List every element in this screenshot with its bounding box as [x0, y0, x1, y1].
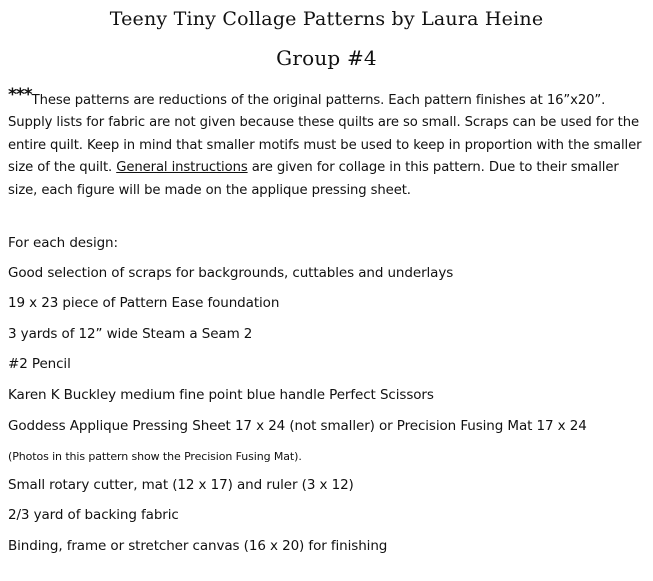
supplies-heading: For each design:	[8, 235, 118, 251]
supply-note-photos: (Photos in this pattern show the Precision Fusing Mat).	[8, 450, 302, 463]
intro-text-start: These patterns are reductions of the original patterns. Each pattern finishes at 16”x20”. Supply lists for fabric are not given because these quilts are so small. Scraps can be used for the entire quilt. Keep in mind that smaller motifs must be used to keep in proportion with the smaller size of the quilt.	[8, 93, 642, 176]
supply-item-pencil: #2 Pencil	[8, 356, 71, 372]
document-title: Teeny Tiny Collage Patterns by Laura Heine	[109, 8, 544, 30]
intro-paragraph	[8, 85, 648, 202]
supply-item-binding: Binding, frame or stretcher canvas (16 x 20) for finishing	[8, 538, 388, 554]
supply-item-foundation: 19 x 23 piece of Pattern Ease foundation	[8, 295, 280, 311]
group-heading: Group #4	[276, 46, 377, 70]
supply-item-rotary-cutter: Small rotary cutter, mat (12 x 17) and ruler (3 x 12)	[8, 477, 354, 493]
general-instructions-link[interactable]: General instructions	[116, 160, 248, 176]
supply-item-pressing-sheet: Goddess Applique Pressing Sheet 17 x 24 (not smaller) or Precision Fusing Mat 17 x 24	[8, 418, 587, 434]
intro-text-end: are given for collage in this pattern. Due to their smaller size, each figure will be made on the applique pressing sheet.	[8, 160, 619, 198]
note-stars: ***	[8, 85, 32, 105]
supply-item-steam-a-seam: 3 yards of 12” wide Steam a Seam 2	[8, 326, 253, 342]
supply-item-backing-fabric: 2/3 yard of backing fabric	[8, 507, 179, 523]
supply-item-scissors: Karen K Buckley medium fine point blue handle Perfect Scissors	[8, 387, 434, 403]
supply-item-scraps: Good selection of scraps for backgrounds, cuttables and underlays	[8, 265, 454, 281]
